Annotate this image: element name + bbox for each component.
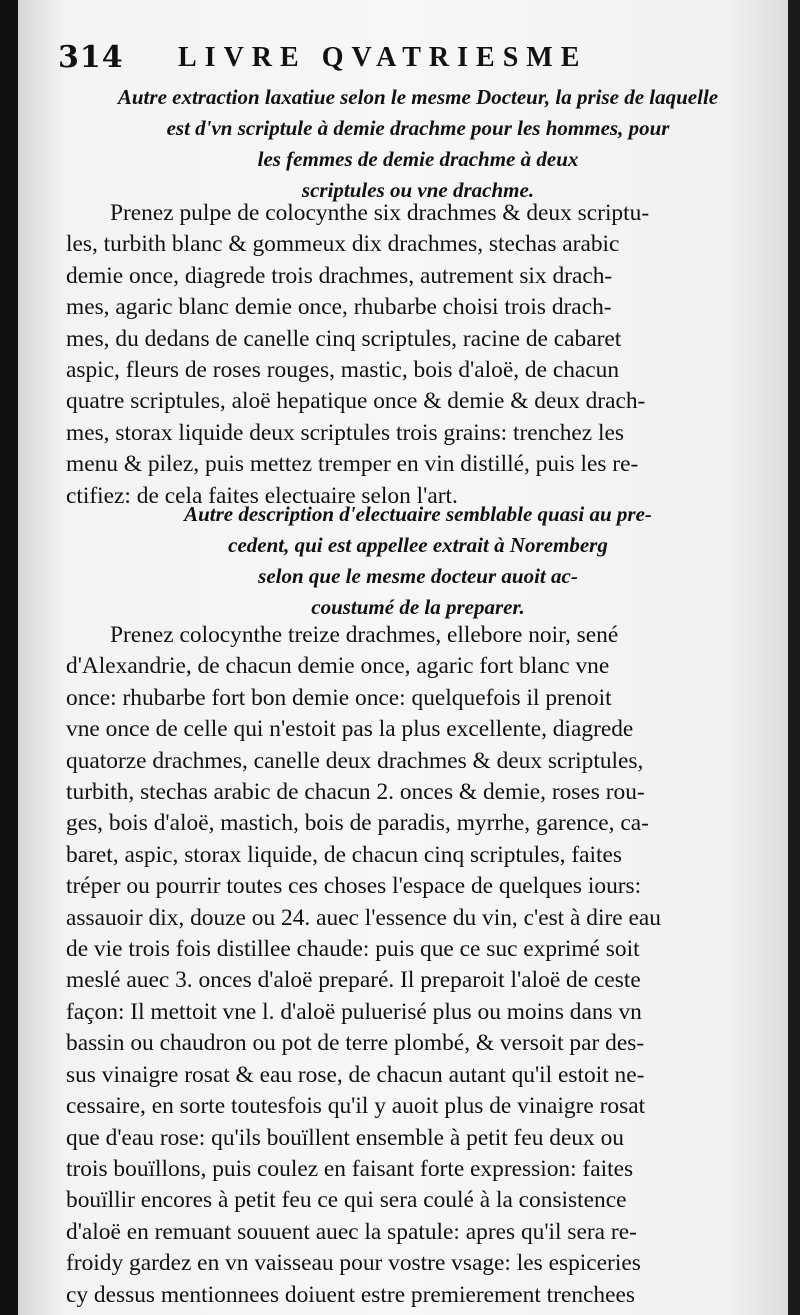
text-line: aspic, fleurs de roses rouges, mastic, bois d'aloë, de chacun [66,357,620,384]
text-line: ges, bois d'aloë, mastich, bois de paradis, myrrhe, garence, ca- [66,810,649,837]
heading-line: cedent, qui est appellee extrait à Noremberg [228,533,608,557]
heading-line: Autre description d'electuaire semblable quasi au pre- [184,502,652,526]
paragraph-electuaire-recipe [66,620,778,1311]
page-number: 314 [58,40,124,75]
heading-line: selon que le mesme docteur auoit ac- [258,564,578,588]
text-line: vne once de celle qui n'estoit pas la plus excellente, diagrede [66,716,634,743]
text-line: ctifiez: de cela faites electuaire selon l'art. [66,482,458,509]
text-line: cy dessus mentionnees doiuent estre premierement trenchees [66,1281,635,1308]
text-line: once: rhubarbe fort bon demie once: quelquefois il prenoit [66,684,612,711]
section-heading-extraction [58,82,778,206]
text-line: cessaire, en sorte toutesfois qu'il y auoit plus de vinaigre rosat [66,1093,646,1120]
section-heading-electuaire [58,499,778,623]
text-line: Prenez pulpe de colocynthe six drachmes & deux scriptu- [110,200,650,226]
text-line: de vie trois fois distillee chaude: puis que ce suc exprimé soit [66,936,640,963]
heading-line: est d'vn scriptule à demie drachme pour les hommes, pour [166,116,670,140]
heading-line: les femmes de demie drachme à deux [257,147,579,171]
text-line: trois bouïllons, puis coulez en faisant forte expression: faites [66,1155,634,1182]
text-line: quatorze drachmes, canelle deux drachmes & deux scriptules, [66,747,644,774]
text-line: mes, du dedans de canelle cinq scriptules, racine de cabaret [66,325,622,352]
text-line: les, turbith blanc & gommeux dix drachmes, stechas arabic [66,231,620,258]
text-line: tréper ou pourrir toutes ces choses l'espace de quelques iours: [66,873,642,900]
text-line: assauoir dix, douze ou 24. auec l'essence du vin, c'est à dire eau [66,904,661,931]
book-page [18,0,788,1315]
text-line: bouïllir encores à petit feu ce qui sera coulé à la consistence [66,1187,627,1214]
text-line: baret, aspic, storax liquide, de chacun cinq scriptules, faites [66,841,622,868]
text-line: menu & pilez, puis mettez tremper en vin distillé, puis les re- [66,451,639,478]
text-line: quatre scriptules, aloë hepatique once & demie & deux drach- [66,388,646,415]
text-line: d'Alexandrie, de chacun demie once, agaric fort blanc vne [66,653,610,680]
text-line: demie once, diagrede trois drachmes, autrement six drach- [66,262,613,289]
text-line: turbith, stechas arabic de chacun 2. onces & demie, roses rou- [66,779,645,806]
heading-line: Autre extraction laxatiue selon le mesme Docteur, la prise de laquelle [117,85,719,109]
heading-line: scriptules ou vne drachme. [301,178,535,202]
text-line: bassin ou chaudron ou pot de terre plombé, & versoit par des- [66,1030,645,1057]
paragraph-extraction-recipe [66,198,778,512]
page-binding-shadow [0,0,18,1315]
running-title: LIVRE QVATRIESME [178,42,588,73]
text-line: meslé auec 3. onces d'aloë preparé. Il preparoit l'aloë de ceste [66,967,641,994]
text-line: sus vinaigre rosat & eau rose, de chacun autant qu'il estoit ne- [66,1061,645,1088]
text-line: que d'eau rose: qu'ils bouïllent ensemble à petit feu deux ou [66,1124,624,1151]
text-line: mes, agaric blanc demie once, rhubarbe choisi trois drach- [66,294,612,321]
text-line: d'aloë en remuant souuent auec la spatule: apres qu'il sera re- [66,1218,637,1245]
heading-line: coustumé de la preparer. [311,595,525,619]
page-header [58,40,778,84]
text-line: mes, storax liquide deux scriptules trois grains: trenchez les [66,419,624,446]
text-line: Prenez colocynthe treize drachmes, ellebore noir, sené [110,622,619,648]
text-line: froidy gardez en vn vaisseau pour vostre vsage: les espiceries [66,1250,641,1277]
text-line: façon: Il mettoit vne l. d'aloë puluerisé plus ou moins dans vn [66,998,642,1025]
